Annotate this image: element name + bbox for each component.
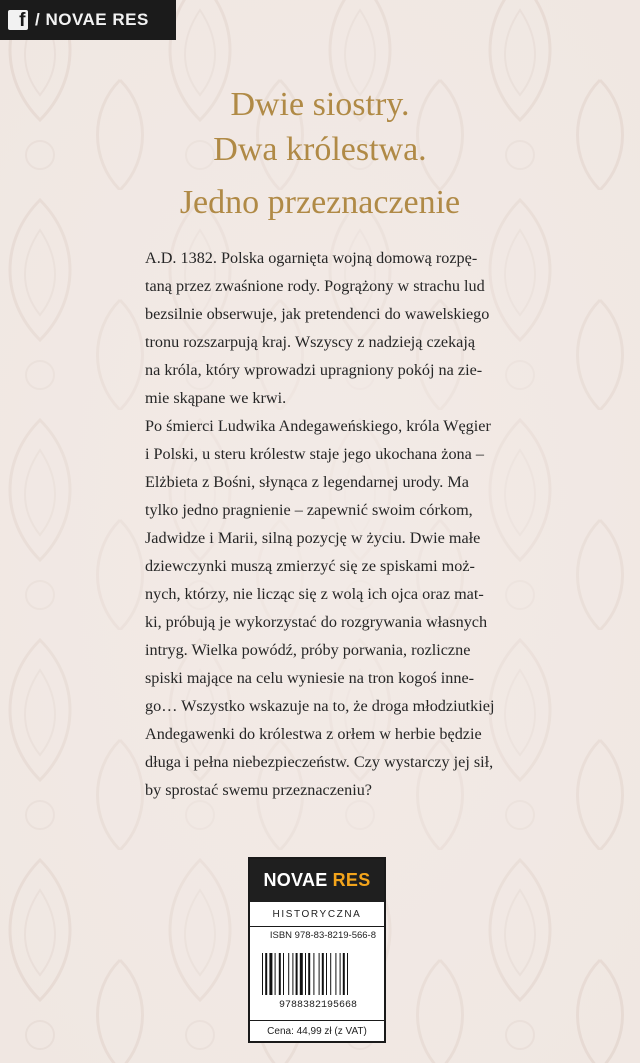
barcode-bar xyxy=(308,953,310,995)
blurb-line: Po śmierci Ludwika Andegaweńskiego, króla Węgier xyxy=(145,417,491,435)
blurb-line: Andegawenki do królestwa z orłem w herbie będzie xyxy=(145,725,482,743)
barcode-bar xyxy=(305,953,306,995)
barcode-bar xyxy=(275,953,276,995)
barcode-bar xyxy=(300,953,303,995)
barcode-bar xyxy=(326,953,327,995)
blurb-line: dziewczynki muszą zmierzyć się ze spiskami moż- xyxy=(145,557,475,575)
barcode-bars xyxy=(262,953,348,995)
facebook-badge-label: / NOVAE RES xyxy=(35,10,149,29)
barcode-bar xyxy=(340,953,341,995)
publisher-info-box xyxy=(248,857,386,1043)
barcode-bar xyxy=(279,953,281,995)
blurb-line: A.D. 1382. Polska ogarnięta wojną domową rozpę- xyxy=(145,249,478,267)
blurb-line: go… Wszystko wskazuje na to, że droga młodziutkiej xyxy=(145,697,495,715)
tagline-line-1: Dwie siostry. xyxy=(230,86,410,123)
publisher-logo-novae: NOVAE xyxy=(263,870,328,890)
barcode-bar xyxy=(319,953,320,995)
barcode-bar xyxy=(322,953,324,995)
barcode-bar xyxy=(330,953,331,995)
blurb-line: na króla, który wprowadzi upragniony pokój na zie- xyxy=(145,361,483,379)
barcode-number: 9788382195668 xyxy=(278,1000,358,1009)
barcode-bar xyxy=(343,953,345,995)
barcode-bar xyxy=(262,953,263,995)
blurb-line: nych, którzy, nie licząc się z wolą ich ojca oraz mat- xyxy=(145,585,484,603)
blurb-line: mie skąpane we krwi. xyxy=(145,389,287,407)
barcode-bar xyxy=(335,953,336,995)
price-label: Cena: 44,99 zł (z VAT) xyxy=(250,1020,384,1041)
blurb-line: taną przez zwaśnione rody. Pogrążony w strachu lud xyxy=(145,277,485,295)
blurb-line: spiski mające na celu wyniesie na tron kogoś inne- xyxy=(145,669,475,687)
blurb-paragraph-2 xyxy=(145,412,497,804)
barcode-bar xyxy=(296,953,298,995)
blurb-line: Elżbieta z Bośni, słynąca z legendarnej urody. Ma xyxy=(145,473,469,491)
genre-label: HISTORYCZNA xyxy=(250,902,384,927)
barcode-bar xyxy=(288,953,289,995)
blurb-line: długa i pełna niebezpieczeństw. Czy wystarczy jej sił, xyxy=(145,753,494,771)
blurb-paragraph-1 xyxy=(145,244,497,412)
blurb-line: ki, próbują je wykorzystać do rozgrywania własnych xyxy=(145,613,488,631)
barcode-bar xyxy=(283,953,284,995)
blurb-line: Jadwidze i Marii, silną pozycję w życiu. Dwie małe xyxy=(145,529,481,547)
publisher-logo xyxy=(250,859,384,902)
barcode-bar xyxy=(313,953,314,995)
blurb-line: i Polski, u steru królestw staje jego ukochana żona – xyxy=(145,445,484,463)
blurb-line: tronu rozszarpują kraj. Wszyscy z nadzieją czekają xyxy=(145,333,476,351)
barcode-bar xyxy=(292,953,293,995)
blurb-line: by sprostać swemu przeznaczeniu? xyxy=(145,781,372,799)
barcode-bar xyxy=(265,953,267,995)
facebook-icon: f xyxy=(8,10,28,30)
tagline-line-2: Dwa królestwa. xyxy=(213,131,427,168)
barcode-bar xyxy=(269,953,272,995)
tagline-line-3: Jedno przeznaczenie xyxy=(179,184,461,221)
publisher-logo-res: RES xyxy=(332,870,371,890)
blurb-line: bezsilnie obserwuje, jak pretendenci do wawelskiego xyxy=(145,305,490,323)
blurb-line: tylko jedno pragnienie – zapewnić swoim córkom, xyxy=(145,501,473,519)
barcode xyxy=(258,951,378,1009)
blurb-line: intryg. Wielka powódź, próby porwania, rozliczne xyxy=(145,641,471,659)
barcode-bar xyxy=(347,953,348,995)
isbn-label: ISBN 978-83-8219-566-8 xyxy=(269,930,376,941)
facebook-badge[interactable] xyxy=(0,0,176,40)
